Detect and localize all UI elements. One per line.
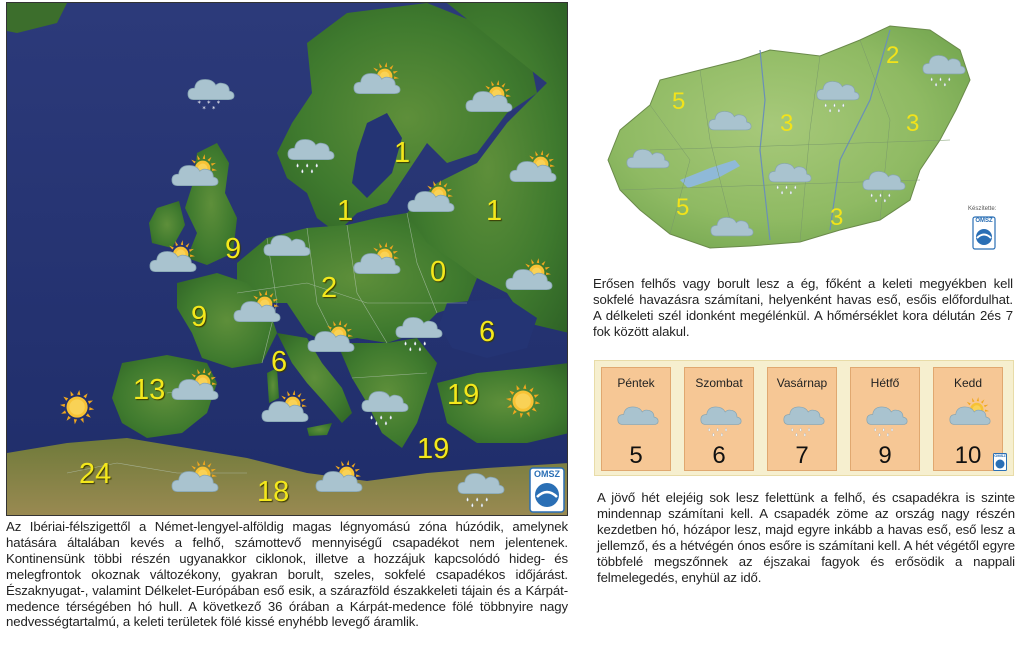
temperature-label: 6 — [271, 346, 288, 378]
day-temperature: 10 — [954, 442, 982, 469]
rain-cloud-icon — [357, 379, 413, 427]
temperature-label: 6 — [479, 316, 496, 348]
sun-cloud-icon — [145, 239, 201, 287]
day-temperature: 6 — [712, 442, 726, 469]
sun-cloud-icon — [167, 459, 223, 507]
sun-cloud-icon — [167, 367, 223, 415]
svg-text:*: * — [202, 105, 206, 114]
svg-text:*: * — [216, 99, 221, 108]
sun-cloud-icon — [257, 389, 313, 437]
sun-cloud-icon — [946, 396, 994, 436]
temperature-label: 18 — [257, 476, 290, 508]
temperature-label: 13 — [133, 374, 166, 406]
temperature-label: 3 — [780, 110, 794, 137]
weekly-outlook-text: A jövő hét elejéig sok lesz felettünk a felhő, és csapadékra is szinte mindennap számítani kell. A csapadék zöme az ország nagy részén kezdetben hó, hózápor lesz, majd egyre inkább a havas eső, eső lesz a jellemző, és a hétvégén ónos esőre is számítani kell. A hét végétől egyre többfelé megszőnnek az éjszakai fagyok és erősödik a nappali felmelegedés, enyhül az idő. — [597, 490, 1015, 585]
omsz-logo-text: OMSZ — [994, 453, 1006, 458]
omsz-logo-text: OMSZ — [975, 218, 993, 224]
day-name: Hétfő — [870, 376, 900, 390]
day-name: Szombat — [695, 376, 743, 390]
europe-forecast-text: Az Ibériai-félszigettől a Német-lengyel-alföldig magas légnyomású zóna húzódik, amelynek hatására általában kevés a felhő, számottevő mennyiségű csapadékot nem jelentenek. Kontinensünk többi részén ugyanakkor ciklonok, illetve a hozzájuk kapcsolódó hideg- és melegfrontok okoznak változékony, gyakran borult, szeles, sokfelé csapadékos időjárást. Északnyugat-, valamint Délkelet-Európában eső esik, a szárazföld északkeleti tájain és a Kárpát-medence térségében hó hull. A következő 36 órában a Kárpát-medence fölé többnyire nagy nedvességtartalmú, a keleti területek fölé kissé enyhébb levegő áramlik. — [6, 519, 568, 630]
day-temperature: 5 — [629, 442, 643, 469]
day-name: Péntek — [617, 376, 655, 390]
rain-cloud-icon — [780, 396, 828, 436]
omsz-logo-text: OMSZ — [534, 469, 560, 479]
temperature-label: 19 — [447, 379, 480, 411]
temperature-label: 0 — [430, 256, 447, 288]
temperature-label: 1 — [394, 137, 411, 169]
hungary-weather-map — [590, 20, 1024, 270]
sun-icon — [497, 379, 553, 427]
svg-text:*: * — [207, 99, 211, 108]
cloud-icon — [622, 138, 674, 182]
temperature-label: 2 — [321, 272, 338, 304]
sun-cloud-icon — [349, 61, 405, 109]
temperature-label: 5 — [672, 88, 686, 115]
rain-cloud-icon — [391, 305, 447, 353]
sun-cloud-icon — [229, 289, 285, 337]
omsz-logo — [529, 467, 565, 513]
day-name: Kedd — [953, 376, 983, 390]
sun-icon — [51, 385, 107, 433]
sun-cloud-icon — [167, 153, 223, 201]
day-name: Vasárnap — [776, 376, 828, 390]
temperature-label: 19 — [417, 433, 450, 465]
sun-cloud-icon — [461, 79, 517, 127]
rain-cloud-icon — [812, 70, 864, 114]
sun-cloud-icon — [403, 179, 459, 227]
cloud-icon — [704, 100, 756, 144]
forecast-day — [684, 367, 754, 471]
forecast-day — [850, 367, 920, 471]
temperature-label: 1 — [337, 195, 354, 227]
rain-cloud-icon — [283, 127, 339, 175]
cloud-icon — [706, 206, 758, 250]
rain-cloud-icon — [863, 396, 911, 436]
temperature-label: 9 — [225, 233, 242, 265]
temperature-label: 24 — [79, 458, 112, 490]
temperature-label: 9 — [191, 301, 208, 333]
rain-cloud-icon — [453, 461, 509, 509]
sun-cloud-icon — [311, 459, 367, 507]
temperature-label: 2 — [886, 42, 900, 69]
omsz-logo — [972, 216, 996, 250]
forecast-day — [767, 367, 837, 471]
snow-cloud-icon — [183, 67, 239, 115]
day-temperature: 9 — [878, 442, 892, 469]
omsz-logo — [993, 453, 1007, 471]
svg-text:*: * — [197, 99, 201, 108]
rain-cloud-icon — [764, 152, 816, 196]
sun-cloud-icon — [303, 319, 359, 367]
map-credit: Készítette: — [968, 206, 997, 212]
sun-cloud-icon — [349, 241, 405, 289]
cloud-icon — [614, 396, 662, 436]
cloud-icon — [259, 223, 315, 271]
rain-cloud-icon — [918, 44, 970, 88]
five-day-forecast — [594, 360, 1014, 476]
temperature-label: 3 — [830, 204, 844, 231]
forecast-day — [601, 367, 671, 471]
hungary-forecast-text: Erősen felhős vagy borult lesz a ég, főként a keleti megyékben kell sokfelé havazásra számítani, helyenként havas eső, esőis előfordulhat. A délkeleti szél idonként megélénkül. A hőmérséklet kora délután 2és 7 fok között alakul. — [593, 276, 1013, 339]
svg-text:*: * — [211, 105, 216, 114]
sun-cloud-icon — [505, 149, 561, 197]
temperature-label: 3 — [906, 110, 920, 137]
day-temperature: 7 — [795, 442, 809, 469]
rain-cloud-icon — [858, 160, 910, 204]
rain-cloud-icon — [697, 396, 745, 436]
temperature-label: 5 — [676, 194, 690, 221]
sun-cloud-icon — [501, 257, 557, 305]
temperature-label: 1 — [486, 195, 503, 227]
europe-weather-map — [6, 2, 568, 516]
